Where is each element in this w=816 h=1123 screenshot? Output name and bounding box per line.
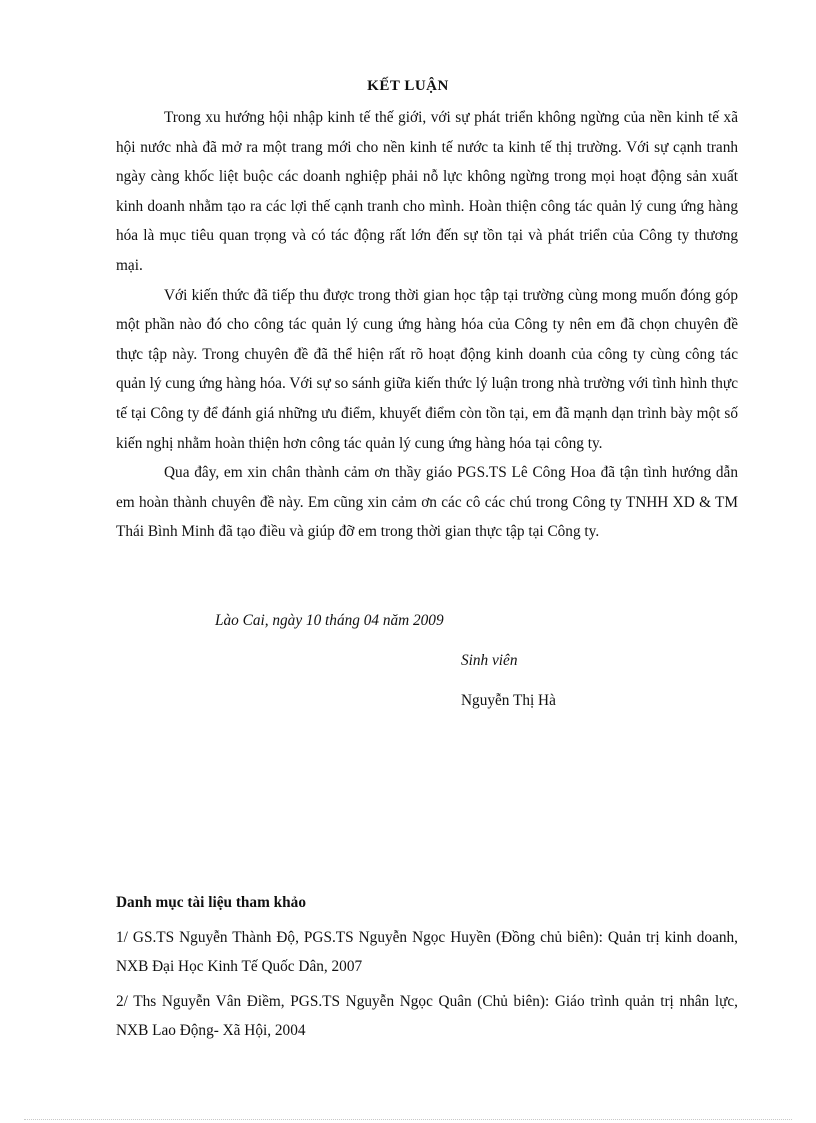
reference-item: 2/ Ths Nguyễn Vân Điềm, PGS.TS Nguyễn Ngọc Quân (Chủ biên): Giáo trình quản trị nhân lực, NXB Lao Động- Xã Hội, 2004 — [116, 993, 738, 1039]
reference-item: 1/ GS.TS Nguyễn Thành Độ, PGS.TS Nguyễn Ngọc Huyền (Đồng chủ biên): Quản trị kinh doanh, NXB Đại Học Kinh Tế Quốc Dân, 2007 — [116, 929, 738, 975]
date-line: Lào Cai, ngày 10 tháng 04 năm 2009 — [215, 612, 444, 629]
paragraph: Qua đây, em xin chân thành cảm ơn thầy giáo PGS.TS Lê Công Hoa đã tận tình hướng dẫn em hoàn thành chuyên đề này. Em cũng xin cảm ơn các cô các chú trong Công ty TNHH XD & TM Thái Bình Minh đã tạo điều và giúp đỡ em trong thời gian thực tập tại Công ty. — [116, 464, 738, 541]
signer-role: Sinh viên — [461, 652, 518, 669]
signer-name: Nguyễn Thị Hà — [461, 692, 556, 709]
references-section — [116, 893, 738, 1051]
references-heading: Danh mục tài liệu tham khảo — [116, 894, 306, 911]
page-bottom-divider — [24, 1119, 792, 1120]
conclusion-body — [116, 103, 738, 547]
page-title: KẾT LUẬN — [367, 78, 449, 94]
paragraph: Với kiến thức đã tiếp thu được trong thời gian học tập tại trường cùng mong muốn đóng góp một phần nào đó cho công tác quản lý cung ứng hàng hóa của Công ty nên em đã chọn chuyên đề thực tập này. Trong chuyên đề đã thể hiện rất rõ hoạt động kinh doanh của công ty cùng công tác quản lý cung ứng hàng hóa. Với sự so sánh giữa kiến thức lý luận trong nhà trường với tình hình thực tế tại Công ty để đánh giá những ưu điểm, khuyết điểm còn tồn tại, em đã mạnh dạn trình bày một số kiến nghị nhằm hoàn thiện hơn công tác quản lý cung ứng hàng hóa tại công ty. — [116, 286, 738, 452]
paragraph: Trong xu hướng hội nhập kinh tế thế giới, với sự phát triển không ngừng của nền kinh tế xã hội nước nhà đã mở ra một trang mới cho nền kinh tế nước ta kinh tế thị trường. Với sự cạnh tranh ngày càng khốc liệt buộc các doanh nghiệp phải nỗ lực không ngừng trong mọi hoạt động sản xuất kinh doanh nhằm tạo ra các lợi thế cạnh tranh cho mình. Hoàn thiện công tác quản lý cung ứng hàng hóa là mục tiêu quan trọng và có tác động rất lớn đến sự tồn tại và phát triển của Công ty thương mại. — [116, 109, 738, 274]
